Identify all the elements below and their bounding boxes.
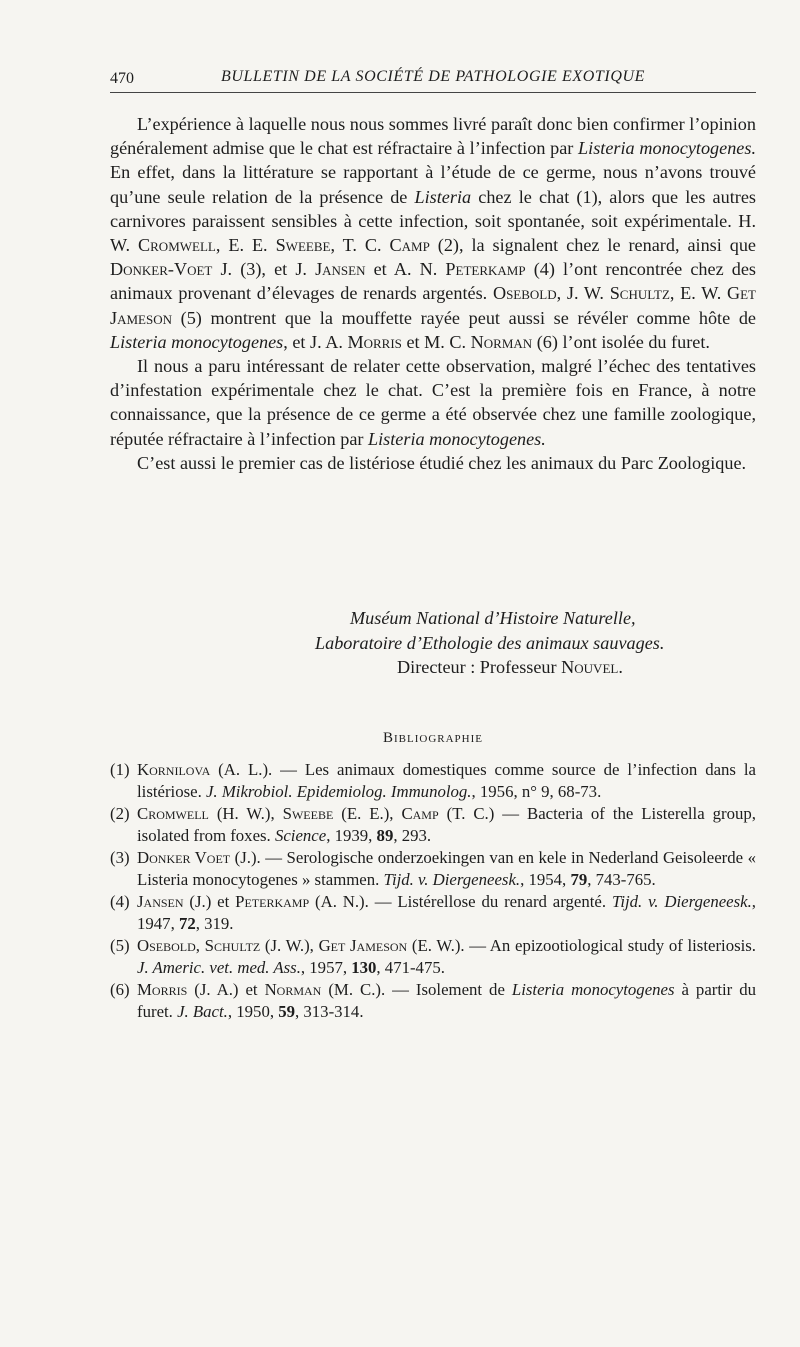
affiliation-museum: Muséum National d’Histoire Naturelle, xyxy=(350,608,636,628)
page-header xyxy=(110,62,756,93)
running-head: BULLETIN DE LA SOCIÉTÉ DE PATHOLOGIE EXOTIQUE xyxy=(220,68,646,85)
bibliography-list xyxy=(110,759,756,1023)
paragraph: L’expérience à laquelle nous nous sommes livré paraît donc bien confirmer l’opinion généralement admise que le chat est réfractaire à l’infection par Listeria monocytogenes. En effet, dans la littérature se rapportant à l’étude de ce germe, nous n’avons trouvé qu’une seule relation de la présence de Listeria chez le chat (1), alors que les autres carnivores paraissent sensibles à cette infection, soit spontanée, soit expérimentale. H. W. Cromwell, E. E. Sweebe, T. C. Camp (2), la signalent chez le renard, ainsi que Donker-Voet J. (3), et J. Jansen et A. N. Peterkamp (4) l’ont rencontrée chez des animaux provenant d’élevages de renards argentés. Osebold, J. W. Schultz, E. W. Get Jameson (5) montrent que la mouffette rayée peut aussi se révéler comme hôte de Listeria monocytogenes, et J. A. Morris et M. C. Norman (6) l’ont isolée du furet. xyxy=(110,114,757,352)
bibliography-entry: (6) Morris (J. A.) et Norman (M. C.). — Isolement de Listeria monocytogenes à partir du furet. J. Bact., 1950, 59, 313-314. xyxy=(110,980,757,1021)
bibliography-entry: (2) Cromwell (H. W.), Sweebe (E. E.), Camp (T. C.) — Bacteria of the Listerella group, isolated from foxes. Science, 1939, 89, 293. xyxy=(110,804,756,845)
bibliography-entry: (3) Donker Voet (J.). — Serologische onderzoekingen van en kele in Nederland Geisoleerde « Listeria monocytogenes » stammen. Tijd. v. Diergeneesk., 1954, 79, 743-765. xyxy=(110,848,756,889)
bibliography-entry: (4) Jansen (J.) et Peterkamp (A. N.). — Listérellose du renard argenté. Tijd. v. Diergeneesk., 1947, 72, 319. xyxy=(110,892,756,933)
affiliation-director: Directeur : Professeur Nouvel. xyxy=(397,657,623,677)
article-body xyxy=(110,112,756,475)
page-number: 470 xyxy=(110,70,134,87)
affiliation-lab: Laboratoire d’Ethologie des animaux sauvages. xyxy=(315,632,665,653)
affiliation-signature xyxy=(110,606,756,680)
bibliography-entry: (5) Osebold, Schultz (J. W.), Get Jameson (E. W.). — An epizootiological study of listeriosis. J. Americ. vet. med. Ass., 1957, 130, 471-475. xyxy=(110,936,757,977)
paragraph: Il nous a paru intéressant de relater cette observation, malgré l’échec des tentatives d’infestation expérimentale chez le chat. C’est la première fois en France, à notre connaissance, que la présence de ce germe a été observée chez une famille zoologique, réputée réfractaire à l’infection par Listeria monocytogenes. xyxy=(110,356,756,449)
bibliography-entry: (1) Kornilova (A. L.). — Les animaux domestiques comme source de l’infection dans la listériose. J. Mikrobiol. Epidemiolog. Immunolog., 1956, n° 9, 68-73. xyxy=(110,760,756,801)
paragraph: C’est aussi le premier cas de listériose étudié chez les animaux du Parc Zoologique. xyxy=(137,452,747,473)
bibliography-title: Bibliographie xyxy=(383,730,483,746)
